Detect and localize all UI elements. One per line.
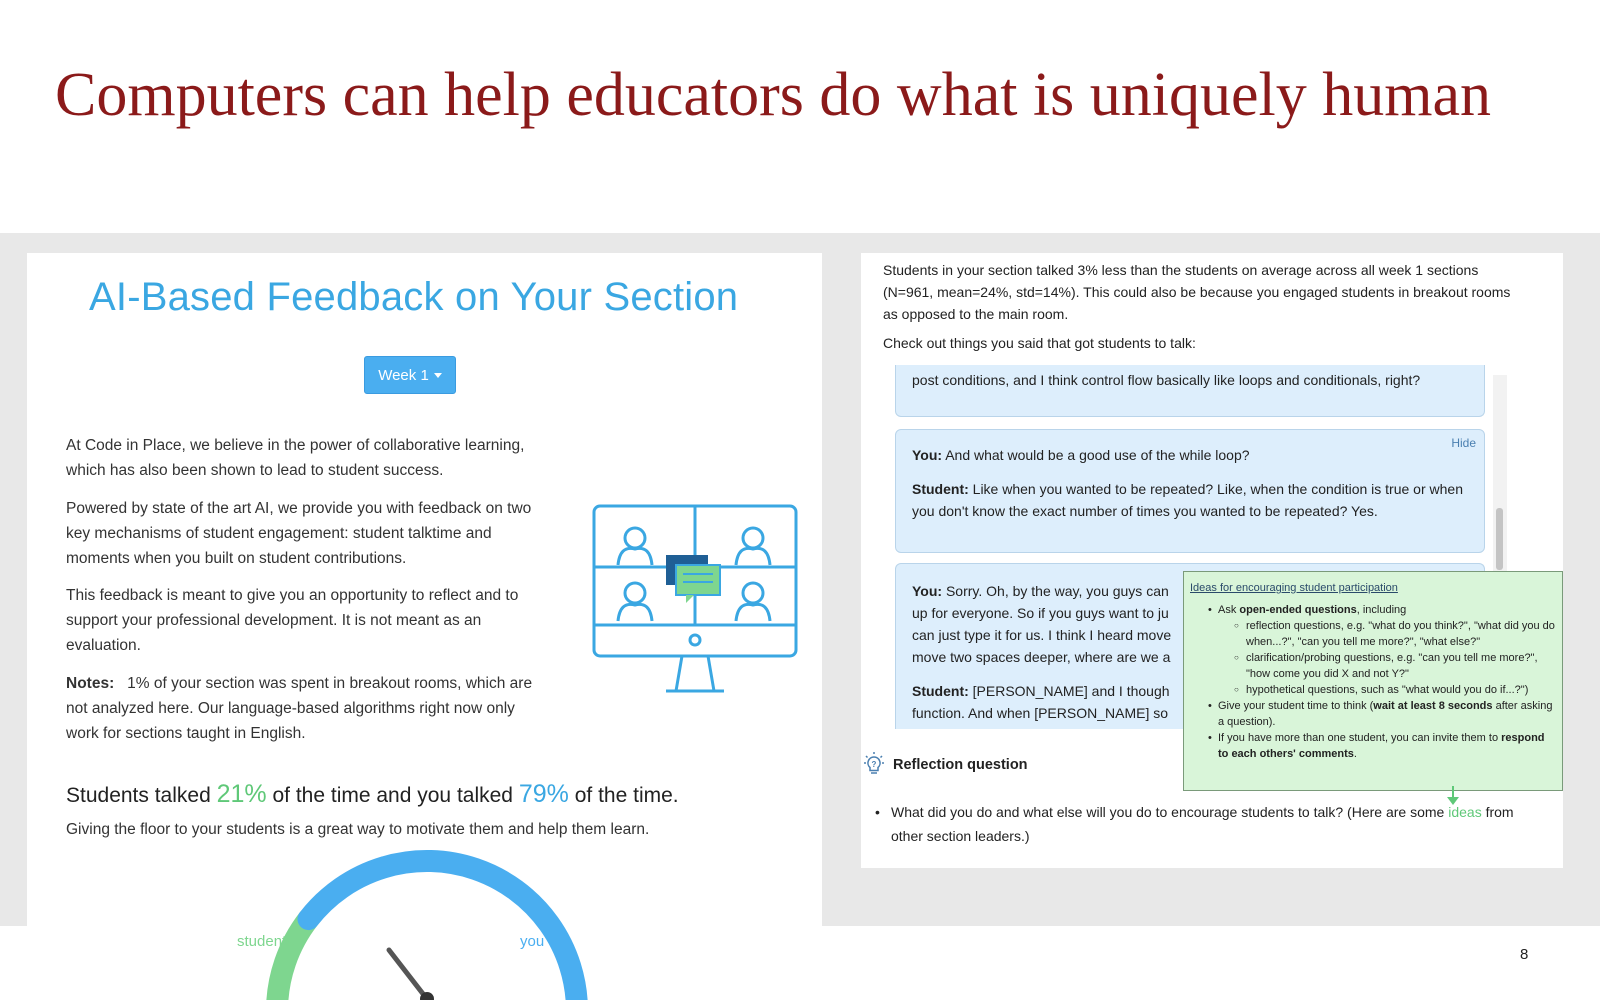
gauge-you-label: you [520,933,545,950]
intro-paragraph: At Code in Place, we believe in the power of collaborative learning, which has also been shown to lead to student success. [66,437,525,479]
reflection-question-text: What did you do and what else will you do to encourage students to talk? (Here are some [891,804,1449,820]
floor-tip: Giving the floor to your students is a great way to motivate them and help them learn. [66,821,650,838]
slide-title: Computers can help educators do what is uniquely human [55,61,1492,129]
talk-suffix: of the time. [574,784,679,807]
idea-subitem: ○ reflection questions, e.g. "what do you think?", "what did you do when...?", "can you tell me more?", "what else?" [1190,618,1556,650]
ideas-list [1190,602,1556,762]
transcript-3-you [912,580,1177,668]
you-percentage: 79% [518,780,569,808]
feedback-panel [27,253,822,1000]
gauge-students-arc [277,919,308,1000]
talk-prefix: Students talked [66,784,211,807]
idea-subitem: ○ clarification/probing questions, e.g. "can you tell me more?", "how come you did X and not Y?" [1190,650,1556,682]
caret-down-icon [434,373,442,378]
you-utterance: And what would be a good use of the while loop? [945,447,1250,463]
reflection-question-tail: from other section leaders.) [891,804,1514,844]
talk-middle: of the time and you talked [272,784,513,807]
talk-time-gauge [227,841,627,1000]
ideas-link[interactable]: ideas [1448,804,1482,820]
transcript-2-you [912,444,1468,466]
reflection-heading-text: Reflection question [893,757,1028,773]
student-label: Student: [912,683,969,699]
talk-time-summary [66,780,679,809]
week-label: Week 1 [378,366,429,384]
gauge-you-arc [308,861,577,1000]
notes-label: Notes: [66,675,115,692]
svg-text:?: ? [871,760,877,769]
week-dropdown-button[interactable] [364,356,456,394]
students-percentage: 21% [216,780,267,808]
idea-item: • Ask open-ended questions, including [1190,602,1556,618]
student-utterance: Like when you wanted to be repeated? Like, when the condition is true or when you don't know the exact number of times you wanted to be repeated? Yes. [912,481,1463,519]
talk-details-panel [861,253,1563,868]
feedback-heading: AI-Based Feedback on Your Section [89,275,739,319]
transcript-card-1 [895,365,1485,417]
video-call-monitor-icon [590,503,800,698]
student-label: Student: [912,481,969,497]
page-number: 8 [1520,946,1529,963]
student-utterance: [PERSON_NAME] and I though function. And when [PERSON_NAME] so [912,683,1170,721]
you-label: You: [912,447,943,463]
idea-item: • Give your student time to think (wait at least 8 seconds after asking a question). [1190,698,1556,730]
transcript-card-2 [895,429,1485,553]
transcript-1-text: post conditions, and I think control flow basically like loops and conditionals, right? [912,372,1421,388]
transcript-3-student [912,680,1177,724]
lightbulb-icon [861,752,887,778]
purpose-paragraph: This feedback is meant to give you an opportunity to reflect and to support your professional development. It is not meant as an evaluation. [66,587,519,654]
gauge-needle [389,950,427,999]
notes-text: 1% of your section was spent in breakout rooms, which are not analyzed here. Our language-based algorithms right now only work for sections taught in English. [66,675,533,742]
idea-item: • If you have more than one student, you can invite them to respond to each others' comments. [1190,730,1556,762]
reflection-question [875,800,1535,848]
check-out-text: Check out things you said that got students to talk: [883,335,1196,351]
participation-ideas-tooltip [1183,571,1563,791]
idea-subitem: ○ hypothetical questions, such as "what would you do if...?") [1190,682,1556,698]
tooltip-title: Ideas for encouraging student participation [1190,582,1398,594]
comparison-text: Students in your section talked 3% less than the students on average across all week 1 sections (N=961, mean=24%, std=14%). This could also be because you engaged students in breakout rooms as opposed to the main room. [883,262,1511,322]
you-utterance: Sorry. Oh, by the way, you guys can up for everyone. So if you guys want to ju can just type it for us. I think I heard move move two spaces deeper, where are we a [912,583,1172,665]
gauge-students-label: students [237,933,294,950]
you-label: You: [912,583,943,599]
hide-link[interactable]: Hide [1451,436,1476,450]
transcript-scroll-thumb[interactable] [1496,508,1503,570]
transcript-2-student [912,478,1468,522]
mechanisms-paragraph: Powered by state of the art AI, we provide you with feedback on two key mechanisms of student engagement: student talktime and moments when you built on student contributions. [66,500,532,567]
notes-paragraph [66,671,546,746]
reflection-heading [861,752,1028,778]
